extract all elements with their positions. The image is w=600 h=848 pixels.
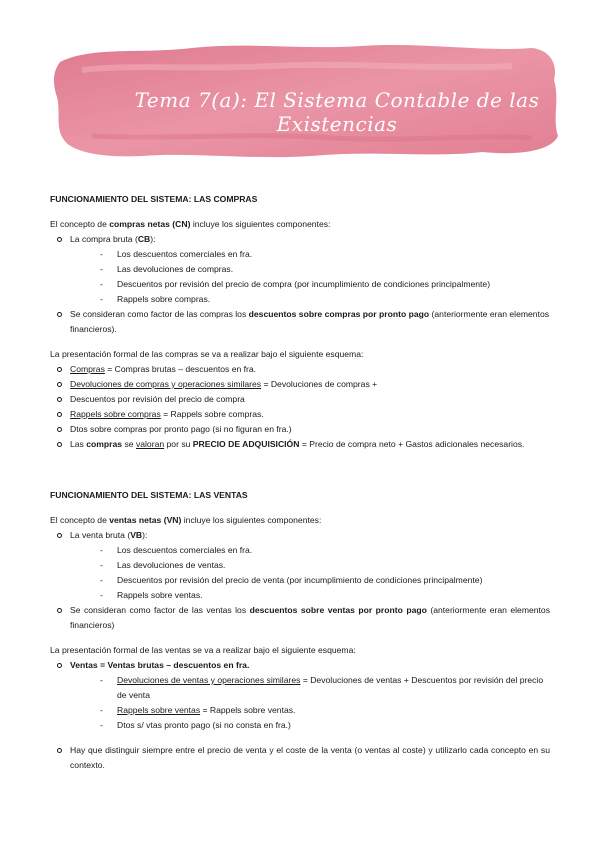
document-body [50, 192, 550, 773]
list-item: - Los descuentos comerciales en fra. [70, 543, 550, 558]
list-item: Las compras se valoran por su PRECIO DE ADQUISICIÓN = Precio de compra neto + Gastos adicionales necesarios. [50, 437, 550, 452]
list-item: Se consideran como factor de las ventas los descuentos sobre ventas por pronto pago (anteriormente eran elementos financieros) [50, 603, 550, 633]
list-item: - Las devoluciones de ventas. [70, 558, 550, 573]
list-item: - Rappels sobre ventas = Rappels sobre ventas. [70, 703, 550, 718]
list-item: - Descuentos por revisión del precio de venta (por incumplimiento de condiciones principalmente) [70, 573, 550, 588]
list-item: Dtos sobre compras por pronto pago (si no figuran en fra.) [50, 422, 550, 437]
list-item: Devoluciones de compras y operaciones similares = Devoluciones de compras + [50, 377, 550, 392]
ventas-esquema-list [50, 658, 550, 733]
list-item: Rappels sobre compras = Rappels sobre compras. [50, 407, 550, 422]
section-heading-compras: FUNCIONAMIENTO DEL SISTEMA: LAS COMPRAS [50, 194, 258, 204]
section-heading-ventas: FUNCIONAMIENTO DEL SISTEMA: LAS VENTAS [50, 490, 248, 500]
ventas-closing-list [50, 743, 550, 773]
ventas-esquema-intro: La presentación formal de las ventas se va a realizar bajo el siguiente esquema: [50, 645, 356, 655]
list-item: - Rappels sobre ventas. [70, 588, 550, 603]
list-item: Descuentos por revisión del precio de compra [50, 392, 550, 407]
page-title: Tema 7(a): El Sistema Contable de las Existencias [134, 88, 540, 136]
compras-intro: El concepto de compras netas (CN) incluye los siguientes componentes: [50, 219, 331, 229]
list-item: Se consideran como factor de las compras los descuentos sobre compras por pronto pago (anteriormente eran elementos financieros). [50, 307, 550, 337]
ventas-components-list [50, 528, 550, 633]
list-item: Compras = Compras brutas – descuentos en fra. [50, 362, 550, 377]
ventas-deductions-list [70, 543, 550, 603]
list-item: - Devoluciones de ventas y operaciones similares = Devoluciones de ventas + Descuentos por revisión del precio de venta [70, 673, 550, 703]
ventas-esquema-sublist [70, 673, 550, 733]
list-item: Hay que distinguir siempre entre el precio de venta y el coste de la venta (o ventas al coste) y utilizarlo cada concepto en su contexto. [50, 743, 550, 773]
list-item: La venta bruta (VB): - Los descuentos comerciales en fra. - Las devoluciones de ventas. - Descuentos por revisión del precio de venta (por incumplimiento de condiciones principalmente) - Rappels sobre ventas. [50, 528, 550, 603]
title-banner [52, 40, 562, 160]
list-item: La compra bruta (CB): - Los descuentos comerciales en fra. - Las devoluciones de compras. - Descuentos por revisión del precio de compra (por incumplimiento de condiciones principalmente) - Rappels sobre compras. [50, 232, 550, 307]
list-item: - Dtos s/ vtas pronto pago (si no consta en fra.) [70, 718, 550, 733]
list-item: - Descuentos por revisión del precio de compra (por incumplimiento de condiciones principalmente) [70, 277, 550, 292]
list-item: - Los descuentos comerciales en fra. [70, 247, 550, 262]
list-item: Ventas = Ventas brutas – descuentos en fra. - Devoluciones de ventas y operaciones similares = Devoluciones de ventas + Descuentos por revisión del precio de venta - Rappels sobre ventas = Rappels sobre ventas. - Dtos s/ vtas pronto pago (si no consta en fra.) [50, 658, 550, 733]
compras-esquema-list [50, 362, 550, 452]
list-item: - Rappels sobre compras. [70, 292, 550, 307]
compras-components-list [50, 232, 550, 337]
list-item: - Las devoluciones de compras. [70, 262, 550, 277]
ventas-intro: El concepto de ventas netas (VN) incluye los siguientes componentes: [50, 515, 322, 525]
compras-esquema-intro: La presentación formal de las compras se va a realizar bajo el siguiente esquema: [50, 349, 364, 359]
compras-deductions-list [70, 247, 550, 307]
